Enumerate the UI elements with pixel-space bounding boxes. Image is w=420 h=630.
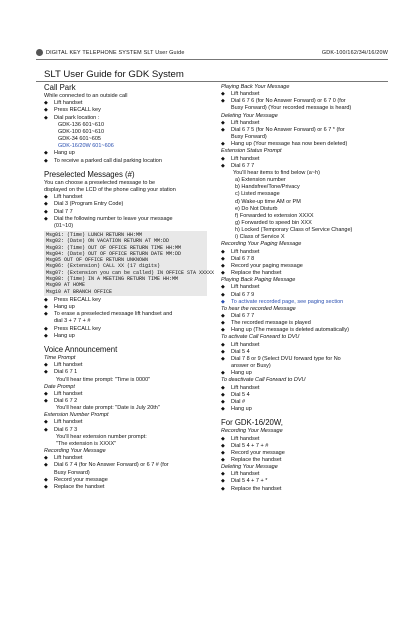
step-item: ◆ Lift handset	[44, 391, 207, 398]
step-item: ◆ Record your paging message	[221, 263, 391, 270]
step-item: ◆ Lift handset	[44, 100, 207, 107]
subsection-label: To deactivate Call Forward to DVU	[221, 377, 306, 384]
message-code-table	[44, 231, 215, 296]
step-item: ◆ Hang up	[221, 406, 391, 413]
step-item: ◆ Press RECALL key	[44, 297, 207, 304]
status-item: d) Wake-up time AM or PM	[235, 198, 301, 205]
step-item: ◆ Replace the handset	[221, 486, 391, 493]
step-item: ◆ Dial 6 7 7	[221, 163, 391, 170]
step-item: ◆ Dial 6 7 9	[221, 292, 391, 299]
subsection-label: To hear the recorded Message	[221, 305, 296, 312]
preselected-heading: Preselected Messages (#)	[44, 169, 135, 179]
step-continuation: Busy Forward) (Your recorded message is heard)	[231, 105, 352, 112]
message-code: Msg01: (Time) LUNCH RETURN HH:MM	[46, 231, 143, 238]
park-location: GDK-136 601~610	[58, 121, 105, 128]
subsection-label: Deleting Your Message	[221, 464, 278, 471]
note-text: You'll hear time prompt: "Time is 0000"	[56, 376, 151, 383]
gdk-heading: For GDK-16/20W,	[221, 418, 283, 428]
step-continuation: Busy Forward)	[54, 469, 90, 476]
page-title: SLT User Guide for GDK System	[44, 69, 184, 80]
text-line: While connected to an outside call	[44, 93, 128, 100]
header-rule	[36, 59, 388, 60]
text-line: displayed on the LCD of the phone calling your station	[44, 187, 176, 194]
step-item: ◆ Dial 6 7 8	[221, 256, 391, 263]
subsection-label: Recording Your Message	[44, 448, 106, 455]
step-item: ◆ Dial 6 7 6 (for No Answer Forward) or 6 7 0 (for	[221, 98, 391, 105]
right-column	[221, 84, 391, 493]
step-item: ◆ Replace the handset	[44, 484, 207, 491]
status-item: f) Forwarded to extension XXXX	[235, 212, 314, 219]
step-item: ◆ To erase a preselected message lift handset and	[44, 311, 207, 318]
step-item: ◆ Lift handset	[221, 91, 391, 98]
subsection-label: Recording Your Message	[221, 428, 283, 435]
step-item: ◆ Dial 5 4	[221, 349, 391, 356]
note-text: You'll hear extension number prompt:	[56, 433, 147, 440]
step-item: ◆ Replace the handset	[221, 270, 391, 277]
status-item: i) Class of Service X	[235, 234, 285, 241]
brand-logo-icon	[36, 49, 43, 56]
step-item: ◆ Dial 7 8 or 9 (Select DVU forward type for No	[221, 356, 391, 363]
step-item: ◆ Lift handset	[44, 194, 207, 201]
subsection-label: Recording Your Paging Message	[221, 241, 302, 248]
subsection-label: Extension Number Prompt	[44, 412, 109, 419]
step-item: ◆ Replace the handset	[221, 457, 391, 464]
step-item: ◆ The recorded message is played	[221, 320, 391, 327]
step-item: ◆ Lift handset	[221, 342, 391, 349]
note-text: You'll hear items to find below (a~h)	[233, 169, 320, 176]
status-item: c) Listed message	[235, 191, 280, 198]
left-column	[44, 83, 215, 491]
step-item: ◆ Hang up	[44, 304, 207, 311]
step-item: ◆ Dial 6 7 2	[44, 398, 207, 405]
subsection-label: Playing Back Paging Message	[221, 277, 296, 284]
header-left: DIGITAL KEY TELEPHONE SYSTEM SLT User Guide	[46, 49, 185, 56]
title-rule	[36, 81, 388, 82]
step-item: ◆ Lift handset	[221, 156, 391, 163]
header-right: GDK-100/162/34i/16/20W	[321, 50, 388, 56]
step-item: ◆ To receive a parked call dial parking location	[44, 158, 207, 165]
step-item: ◆ Dial 6 7 4 (for No Answer Forward) or 6 7 # (for	[44, 462, 207, 469]
status-item: h) Locked (Temporary Class of Service Change)	[235, 227, 353, 234]
step-item: ◆ Hang up (The message is deleted automatically)	[221, 327, 391, 334]
note-text: You'll hear date prompt: "Date is July 20th"	[56, 405, 160, 412]
step-item: ◆ Hang up	[221, 370, 391, 377]
call-park-heading: Call Park	[44, 83, 76, 92]
text-line: You can choose a preselected message to be	[44, 179, 156, 186]
step-item: ◆ Dial 5 4 + 7 + #	[221, 443, 391, 450]
message-code: Msg06: (Extension) CALL XX (17 digits)	[46, 263, 161, 270]
step-item: ◆ Lift handset	[221, 471, 391, 478]
step-item: ◆ Hang up (Your message has now been deleted)	[221, 141, 391, 148]
step-item: ◆ Dial the following number to leave your message	[44, 216, 207, 223]
step-item: ◆ Hang up	[44, 150, 207, 157]
message-code: Msg09 AT HOME	[46, 282, 86, 289]
step-item: ◆ Lift handset	[44, 419, 207, 426]
page-header	[36, 49, 388, 56]
step-item: ◆ Lift handset	[221, 249, 391, 256]
message-code: Msg05 OUT OF OFFICE RETURN UNKNOWN	[46, 257, 149, 264]
status-item: b) Handsfree/Tone/Privacy	[235, 184, 300, 191]
step-item: ◆ Lift handset	[221, 284, 391, 291]
subsection-label: Deleting Your Message	[221, 112, 278, 119]
step-item: ◆ Dial 5 4	[221, 392, 391, 399]
subsection-label: Extension Status Prompt	[221, 148, 282, 155]
step-item: ◆ Dial 6 7 5 (for No Answer Forward) or 6 7 * (for	[221, 127, 391, 134]
park-location: GDK-100 601~610	[58, 128, 105, 135]
step-item: ◆ Press RECALL key	[44, 326, 207, 333]
message-code: Msg04: (Date) OUT OF OFFICE RETURN DATE MM:DD	[46, 250, 182, 257]
step-continuation: (01~10)	[54, 222, 74, 229]
voice-heading: Voice Announcement	[44, 344, 118, 354]
park-location: GDK-16/20W 601~606	[58, 143, 114, 150]
subsection-label: Time Prompt	[44, 355, 76, 362]
subsection-label: Date Prompt	[44, 383, 75, 390]
step-item: ◆ Dial 6 7 1	[44, 369, 207, 376]
step-item: ◆ Record your message	[44, 477, 207, 484]
message-code: Msg08: (Time) IN A MEETING RETURN TIME HH:MM	[46, 276, 179, 283]
step-item: ◆ Dial 6 7 3	[44, 427, 207, 434]
status-item: g) Forwarded to speed bin XXX	[235, 219, 312, 226]
subsection-label: Playing Back Your Message	[221, 84, 290, 90]
step-item: ◆ Dial park location :	[44, 115, 207, 122]
note-text: "The extension is XXXX"	[56, 440, 117, 447]
subsection-label: To activate Call Forward to DVU	[221, 334, 300, 341]
paging-section-link[interactable]: ◆ To activate recorded page, see paging section	[221, 299, 391, 306]
step-item: ◆ Lift handset	[221, 436, 391, 443]
step-item: ◆ Lift handset	[44, 362, 207, 369]
step-item: ◆ Dial 6 7 7	[221, 313, 391, 320]
step-item: ◆ Dial 7 7	[44, 209, 207, 216]
step-item: ◆ Hang up	[44, 333, 207, 340]
message-code: Msg07: (Extension you can be called) IN OFFICE STA XXXXX	[46, 269, 215, 276]
step-item: ◆ Dial 3 (Program Entry Code)	[44, 201, 207, 208]
step-item: ◆ Lift handset	[221, 385, 391, 392]
message-code: Msg10 AT BRANCH OFFICE	[46, 288, 113, 295]
message-code: Msg03: (Time) OUT OF OFFICE RETURN TIME HH:MM	[46, 244, 182, 251]
step-item: ◆ Dial 5 4 + 7 + *	[221, 478, 391, 485]
step-continuation: Busy Forward)	[231, 134, 267, 141]
step-item: ◆ Press RECALL key	[44, 107, 207, 114]
step-item: ◆ Dial #	[221, 399, 391, 406]
status-item: e) Do Not Disturb	[235, 205, 278, 212]
step-continuation: dial 3 + 7 7 + #	[54, 318, 91, 325]
park-location: GDK-34 601~605	[58, 136, 101, 143]
message-code: Msg02: (Date) ON VACATION RETURN AT MM:DD	[46, 238, 170, 245]
step-item: ◆ Record your message	[221, 450, 391, 457]
step-item: ◆ Lift handset	[221, 120, 391, 127]
step-continuation: answer or Busy)	[231, 363, 271, 370]
step-item: ◆ Lift handset	[44, 455, 207, 462]
status-item: a) Extension number	[235, 177, 286, 184]
